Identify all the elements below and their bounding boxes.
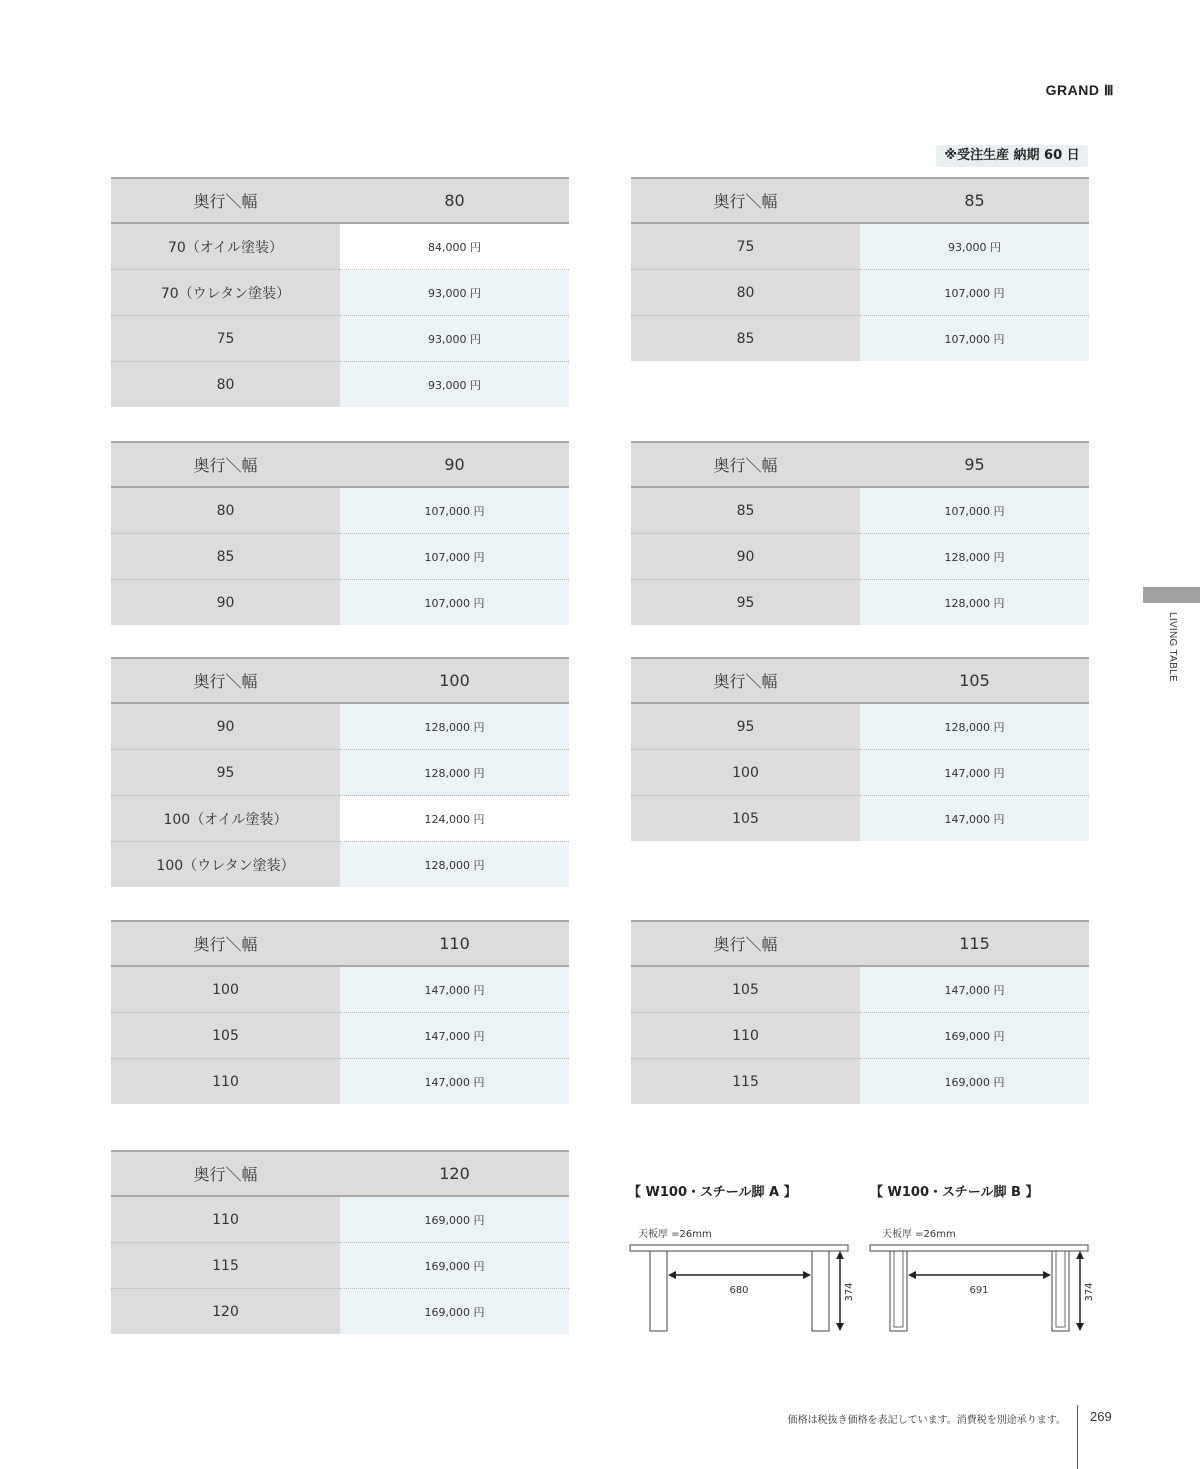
table-header-row — [111, 658, 569, 703]
depth-cell: 110 — [111, 1059, 340, 1105]
depth-cell: 75 — [631, 223, 860, 270]
corner-label: 奥行＼幅 — [631, 921, 860, 966]
diagram-b-right-leg — [1052, 1251, 1069, 1331]
corner-label: 奥行＼幅 — [631, 658, 860, 703]
table-header-row — [631, 178, 1089, 223]
price-table-w80 — [111, 177, 569, 407]
price-cell: 147,000 円 — [340, 1059, 569, 1105]
diagram-a-title: 【 W100・スチール脚 A 】 — [628, 1185, 797, 1200]
depth-cell: 85 — [111, 534, 340, 580]
price-cell: 147,000 円 — [860, 966, 1089, 1013]
table-row — [111, 966, 569, 1013]
width-header: 80 — [340, 178, 569, 223]
price-table-w120 — [111, 1150, 569, 1334]
depth-cell: 90 — [111, 580, 340, 626]
depth-cell: 80 — [111, 362, 340, 408]
table-row — [631, 1013, 1089, 1059]
corner-label: 奥行＼幅 — [111, 658, 340, 703]
depth-cell: 95 — [111, 750, 340, 796]
table-row — [111, 1289, 569, 1335]
table-row — [111, 534, 569, 580]
price-cell: 128,000 円 — [860, 534, 1089, 580]
depth-cell: 115 — [631, 1059, 860, 1105]
diagram-b-tabletop — [870, 1245, 1088, 1251]
table-header-row — [631, 658, 1089, 703]
table-row — [631, 580, 1089, 626]
price-cell: 93,000 円 — [340, 270, 569, 316]
table-row — [631, 796, 1089, 842]
diagram-a-width-label: 680 — [729, 1285, 749, 1296]
width-header: 85 — [860, 178, 1089, 223]
price-cell: 107,000 円 — [860, 487, 1089, 534]
table-row — [631, 534, 1089, 580]
price-cell: 147,000 円 — [340, 966, 569, 1013]
depth-cell: 95 — [631, 703, 860, 750]
depth-cell: 70（オイル塗装） — [111, 223, 340, 270]
page-number: 269 — [1090, 1409, 1112, 1424]
table-row — [111, 796, 569, 842]
depth-cell: 110 — [111, 1196, 340, 1243]
table-header-row — [111, 921, 569, 966]
depth-cell: 100（オイル塗装） — [111, 796, 340, 842]
depth-cell: 75 — [111, 316, 340, 362]
price-table-w105 — [631, 657, 1089, 841]
diagram-b-left-leg — [890, 1251, 907, 1331]
price-cell: 124,000 円 — [340, 796, 569, 842]
table-header-row — [111, 1151, 569, 1196]
table-row — [111, 750, 569, 796]
price-cell: 147,000 円 — [860, 750, 1089, 796]
price-cell: 107,000 円 — [340, 580, 569, 626]
table-row — [631, 316, 1089, 362]
diagram-b-width-label: 691 — [969, 1285, 989, 1296]
diagram-b-thickness-label: 天板厚 =26mm — [882, 1229, 956, 1240]
table-row — [111, 1196, 569, 1243]
depth-cell: 100（ウレタン塗装） — [111, 842, 340, 888]
table-row — [631, 270, 1089, 316]
price-cell: 107,000 円 — [860, 270, 1089, 316]
table-row — [111, 842, 569, 888]
width-header: 120 — [340, 1151, 569, 1196]
footer-tax-note: 価格は税抜き価格を表記しています。消費税を別途承ります。 — [787, 1415, 1066, 1426]
price-cell: 93,000 円 — [340, 316, 569, 362]
price-cell: 169,000 円 — [340, 1289, 569, 1335]
table-row — [111, 223, 569, 270]
corner-label: 奥行＼幅 — [631, 442, 860, 487]
table-row — [111, 580, 569, 626]
corner-label: 奥行＼幅 — [111, 1151, 340, 1196]
table-row — [631, 750, 1089, 796]
price-cell: 84,000 円 — [340, 223, 569, 270]
depth-cell: 100 — [111, 966, 340, 1013]
table-row — [111, 703, 569, 750]
table-row — [631, 966, 1089, 1013]
order-note-badge: ※受注生産 納期 60 日 — [936, 145, 1088, 167]
depth-cell: 85 — [631, 316, 860, 362]
table-row — [631, 1059, 1089, 1105]
table-row — [631, 223, 1089, 270]
depth-cell: 70（ウレタン塗装） — [111, 270, 340, 316]
diagram-a-right-leg — [812, 1251, 829, 1331]
depth-cell: 100 — [631, 750, 860, 796]
price-table-w90 — [111, 441, 569, 625]
corner-label: 奥行＼幅 — [111, 442, 340, 487]
depth-cell: 105 — [631, 796, 860, 842]
depth-cell: 80 — [111, 487, 340, 534]
product-title: GRAND Ⅲ — [1045, 82, 1114, 98]
table-row — [111, 1013, 569, 1059]
price-cell: 128,000 円 — [340, 703, 569, 750]
table-row — [111, 1243, 569, 1289]
diagram-a-left-leg — [650, 1251, 667, 1331]
price-cell: 169,000 円 — [340, 1196, 569, 1243]
depth-cell: 90 — [631, 534, 860, 580]
price-table-w95 — [631, 441, 1089, 625]
price-cell: 107,000 円 — [860, 316, 1089, 362]
table-diagram-b — [866, 1222, 1101, 1337]
price-cell: 107,000 円 — [340, 487, 569, 534]
price-cell: 128,000 円 — [860, 580, 1089, 626]
width-header: 115 — [860, 921, 1089, 966]
table-diagram-a — [626, 1222, 861, 1337]
price-cell: 107,000 円 — [340, 534, 569, 580]
price-cell: 169,000 円 — [860, 1013, 1089, 1059]
price-cell: 169,000 円 — [340, 1243, 569, 1289]
table-header-row — [111, 442, 569, 487]
price-cell: 93,000 円 — [860, 223, 1089, 270]
diagram-a-height-label: 374 — [844, 1282, 855, 1302]
price-cell: 147,000 円 — [860, 796, 1089, 842]
width-header: 110 — [340, 921, 569, 966]
price-cell: 128,000 円 — [340, 842, 569, 888]
price-table-w110 — [111, 920, 569, 1104]
depth-cell: 115 — [111, 1243, 340, 1289]
corner-label: 奥行＼幅 — [111, 921, 340, 966]
width-header: 90 — [340, 442, 569, 487]
corner-label: 奥行＼幅 — [111, 178, 340, 223]
table-row — [111, 1059, 569, 1105]
width-header: 100 — [340, 658, 569, 703]
price-cell: 147,000 円 — [340, 1013, 569, 1059]
diagram-b-title: 【 W100・スチール脚 B 】 — [870, 1185, 1039, 1200]
side-tab-label: LIVING TABLE — [1167, 612, 1178, 682]
table-header-row — [631, 442, 1089, 487]
price-cell: 128,000 円 — [860, 703, 1089, 750]
table-row — [631, 487, 1089, 534]
depth-cell: 105 — [631, 966, 860, 1013]
diagram-b-height-label: 374 — [1084, 1282, 1095, 1302]
depth-cell: 110 — [631, 1013, 860, 1059]
diagram-a-thickness-label: 天板厚 =26mm — [638, 1229, 712, 1240]
depth-cell: 95 — [631, 580, 860, 626]
table-header-row — [631, 921, 1089, 966]
table-row — [111, 270, 569, 316]
price-table-w100 — [111, 657, 569, 887]
price-cell: 128,000 円 — [340, 750, 569, 796]
width-header: 95 — [860, 442, 1089, 487]
table-row — [631, 703, 1089, 750]
depth-cell: 120 — [111, 1289, 340, 1335]
corner-label: 奥行＼幅 — [631, 178, 860, 223]
side-tab-marker — [1143, 587, 1200, 603]
price-table-w85 — [631, 177, 1089, 361]
price-table-w115 — [631, 920, 1089, 1104]
depth-cell: 80 — [631, 270, 860, 316]
diagram-a-tabletop — [630, 1245, 848, 1251]
price-cell: 169,000 円 — [860, 1059, 1089, 1105]
depth-cell: 105 — [111, 1013, 340, 1059]
depth-cell: 90 — [111, 703, 340, 750]
depth-cell: 85 — [631, 487, 860, 534]
width-header: 105 — [860, 658, 1089, 703]
table-header-row — [111, 178, 569, 223]
footer-divider — [1077, 1405, 1078, 1469]
price-cell: 93,000 円 — [340, 362, 569, 408]
table-row — [111, 487, 569, 534]
table-row — [111, 316, 569, 362]
table-row — [111, 362, 569, 408]
